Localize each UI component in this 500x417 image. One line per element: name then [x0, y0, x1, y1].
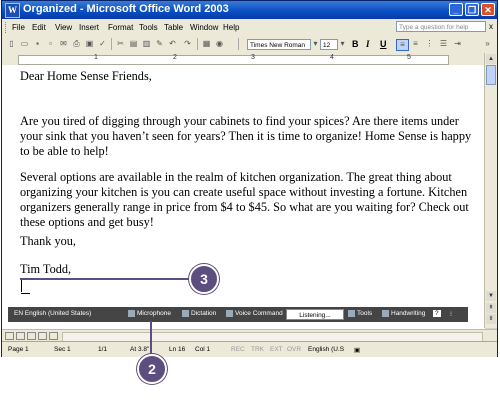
web-layout-view-icon[interactable] [16, 332, 25, 340]
redo-icon[interactable]: ↷ [184, 39, 191, 48]
open-icon[interactable]: ▭ [20, 39, 29, 48]
menu-format[interactable]: Format [108, 23, 134, 32]
voice-command-button[interactable]: Voice Command [226, 310, 283, 317]
font-name-select[interactable]: Times New Roman [247, 39, 311, 50]
document-area[interactable] [2, 65, 485, 329]
paste-icon[interactable]: ▥ [142, 39, 151, 48]
tools-icon [348, 310, 355, 317]
menu-insert[interactable]: Insert [79, 23, 100, 32]
outline-view-icon[interactable] [38, 332, 47, 340]
normal-view-icon[interactable] [5, 332, 14, 340]
status-ext[interactable]: EXT [270, 346, 283, 353]
toolbar-separator [197, 38, 198, 50]
voice-command-icon [226, 310, 233, 317]
word-app-icon[interactable]: W [5, 3, 20, 18]
callout-2-badge: 2 [137, 354, 167, 384]
handwriting-button[interactable]: Handwriting [382, 310, 425, 317]
save-icon[interactable]: ▪ [36, 39, 39, 48]
reading-layout-view-icon[interactable] [49, 332, 58, 340]
ruler-number: 3 [251, 54, 255, 61]
dictation-button[interactable]: Dictation [182, 310, 216, 317]
ruler-number: 5 [407, 54, 411, 61]
word-window [1, 0, 498, 357]
scroll-up-icon[interactable]: ▲ [486, 54, 496, 64]
title-bar [2, 1, 497, 19]
toolbar-separator [111, 38, 112, 50]
spelling-status-icon[interactable]: ▣ [354, 347, 361, 354]
paragraph: Are you tired of digging through your cabinets to find your spices? Are there items under your sink that you haven’t seen for years? Then it is time to organize! Home Sense is happy to be able to help! [20, 114, 472, 158]
end-of-document-marker [21, 293, 30, 294]
menu-tools[interactable]: Tools [139, 23, 158, 32]
align-center-icon[interactable]: ≡ [413, 39, 418, 48]
microphone-icon [128, 310, 135, 317]
italic-button[interactable]: I [366, 39, 370, 49]
status-page-count: 1/1 [98, 346, 108, 353]
undo-icon[interactable]: ↶ [169, 39, 176, 48]
toolbar-separator [238, 38, 239, 50]
speech-status-box: Listening... [286, 309, 344, 320]
bullets-icon[interactable]: ☰ [439, 39, 448, 48]
ruler-number: 1 [94, 54, 98, 61]
scroll-down-icon[interactable]: ▼ [486, 291, 496, 301]
options-icon[interactable]: ⁝ [450, 311, 453, 318]
print-layout-view-icon[interactable] [27, 332, 36, 340]
status-at: At 3.8" [130, 346, 150, 353]
restore-button[interactable]: ❐ [465, 3, 479, 16]
scroll-thumb[interactable] [486, 65, 496, 85]
next-page-icon[interactable]: ⇟ [486, 314, 496, 324]
dictation-icon [182, 310, 189, 317]
print-icon[interactable]: ⎙ [73, 39, 80, 48]
new-icon[interactable]: ▯ [9, 39, 14, 48]
paragraph: Thank you, [20, 234, 77, 248]
status-page: Page 1 [8, 346, 29, 353]
microphone-button[interactable]: Microphone [128, 310, 171, 317]
toolbar [2, 36, 497, 54]
menu-edit[interactable]: Edit [32, 23, 46, 32]
chevron-down-icon[interactable]: ▾ [340, 39, 345, 48]
vertical-scrollbar[interactable] [484, 53, 497, 328]
align-left-icon[interactable]: ≡ [396, 39, 409, 51]
handwriting-icon [382, 310, 389, 317]
menu-help[interactable]: Help [223, 23, 240, 32]
minimize-button[interactable]: _ [449, 3, 463, 16]
paragraph: Several options are available in the realm of kitchen organization. The great thing about organizing your kitchen is you can create useful space without investing a fortune. Kitchen organizers generally range in price from $4 to $45. So what are you waiting for? Check out these options and get busy! [20, 170, 469, 229]
ruler-strip [18, 55, 449, 65]
menu-view[interactable]: View [55, 23, 73, 32]
copy-icon[interactable]: ▤ [129, 39, 138, 48]
menu-file[interactable]: File [12, 23, 25, 32]
menu-grip[interactable] [5, 22, 9, 33]
menu-window[interactable]: Window [190, 23, 219, 32]
status-trk[interactable]: TRK [251, 346, 264, 353]
email-icon[interactable]: ✉ [60, 39, 67, 48]
close-button[interactable]: ✕ [481, 3, 495, 16]
status-language: English (U.S [308, 346, 345, 353]
language-button[interactable]: EN English (United States) [14, 310, 92, 317]
status-line: Ln 16 [169, 346, 186, 353]
help-button[interactable]: ? [435, 310, 439, 317]
previous-page-icon[interactable]: ⇞ [486, 303, 496, 313]
tools-button[interactable]: Tools [348, 310, 372, 317]
status-column: Col 1 [195, 346, 211, 353]
window-title: Organized - Microsoft Office Word 2003 [23, 3, 229, 15]
indent-icon[interactable]: ⇥ [454, 39, 461, 48]
status-bar [2, 341, 497, 357]
permission-icon[interactable]: ▫ [49, 39, 52, 48]
status-ovr[interactable]: OVR [287, 346, 302, 353]
toolbar-options-icon[interactable]: » [485, 39, 490, 48]
paragraph: Tim Todd, [20, 262, 72, 276]
paragraph: Dear Home Sense Friends, [20, 69, 152, 83]
menu-bar [2, 19, 497, 37]
menu-table[interactable]: Table [164, 23, 184, 32]
table-icon[interactable]: ▦ [202, 39, 211, 48]
ask-question-box[interactable]: Type a question for help [396, 21, 486, 32]
chevron-down-icon[interactable]: ▾ [313, 39, 318, 48]
font-size-select[interactable]: 12 [320, 39, 338, 50]
format-painter-icon[interactable]: ✎ [156, 39, 163, 48]
numbering-icon[interactable]: ⋮ [425, 39, 434, 48]
callout-3-line [20, 278, 194, 280]
language-bar [8, 307, 468, 322]
callout-3-badge: 3 [189, 264, 219, 294]
document-close-icon[interactable]: x [489, 22, 493, 31]
print-preview-icon[interactable]: ▣ [85, 39, 94, 48]
text-cursor [21, 279, 22, 292]
zoom-icon[interactable]: ◉ [216, 39, 223, 48]
bold-button[interactable]: B [352, 39, 359, 49]
spelling-icon[interactable]: ✓ [99, 39, 106, 48]
status-section: Sec 1 [54, 346, 71, 353]
ruler-number: 4 [330, 54, 334, 61]
ruler-number: 2 [173, 54, 177, 61]
status-rec[interactable]: REC [231, 346, 245, 353]
underline-button[interactable]: U [380, 39, 387, 49]
cut-icon[interactable]: ✂ [117, 39, 124, 48]
